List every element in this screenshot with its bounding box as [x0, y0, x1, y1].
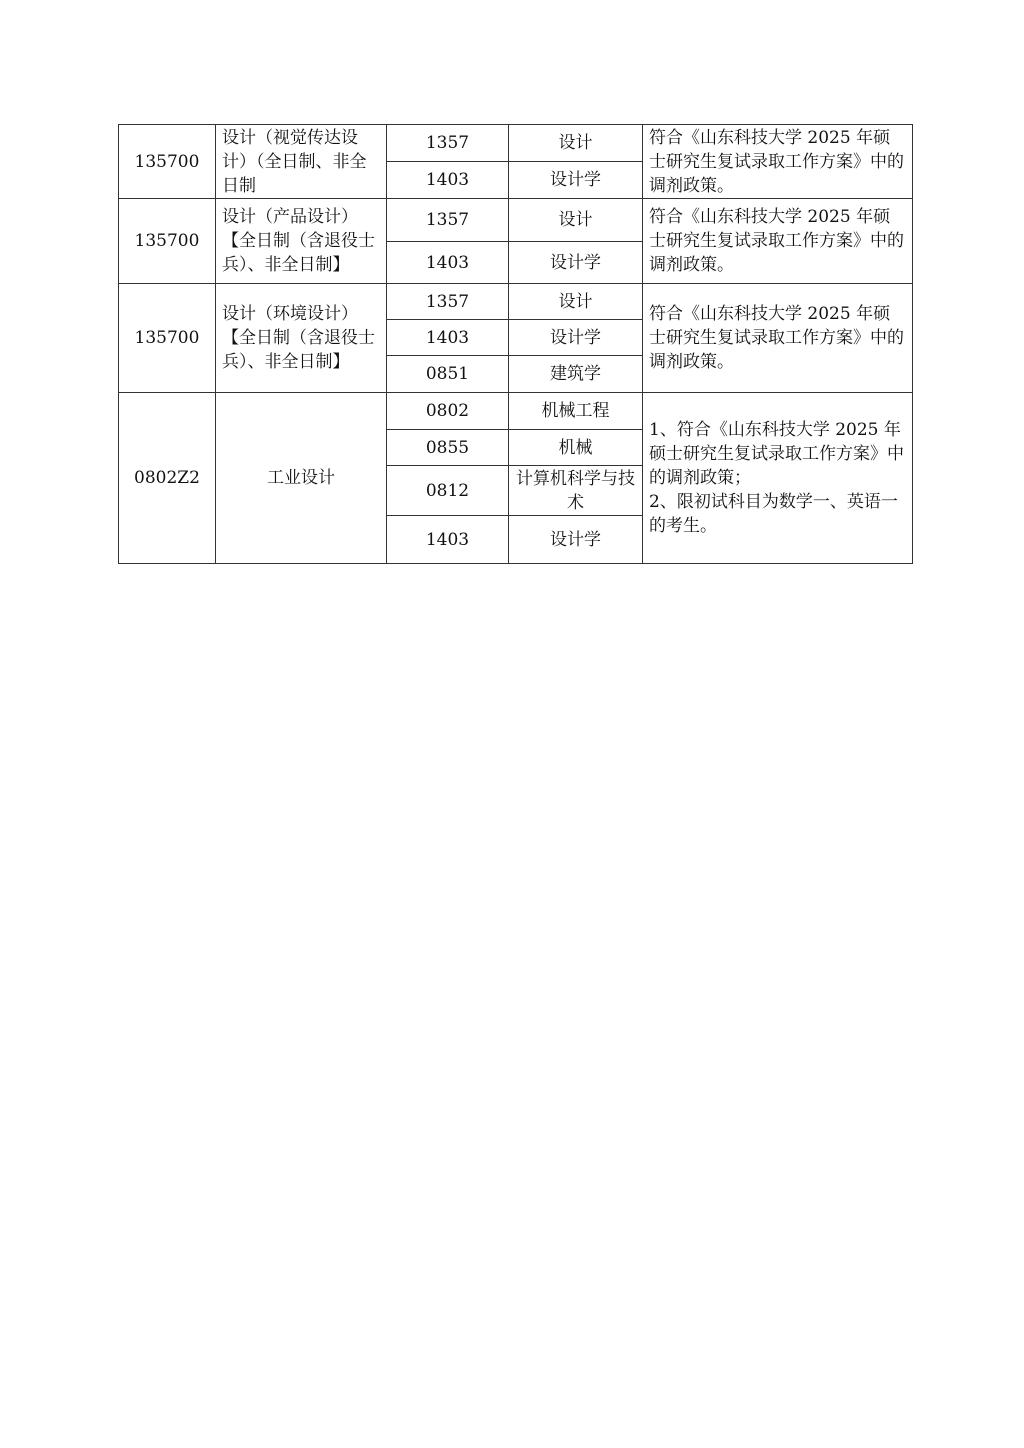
subject-name-cell: 计算机科学与技术 [509, 466, 643, 516]
subject-name-cell: 设计学 [509, 320, 643, 356]
subject-code-cell: 1403 [387, 320, 509, 356]
table-row [119, 199, 913, 242]
subject-name-cell: 建筑学 [509, 356, 643, 393]
subject-code-cell: 1403 [387, 162, 509, 199]
subject-code-cell: 0855 [387, 430, 509, 466]
subject-name-cell: 设计 [509, 199, 643, 242]
subject-name-cell: 设计 [509, 284, 643, 320]
subject-name-cell: 设计学 [509, 162, 643, 199]
subject-name-cell: 机械 [509, 430, 643, 466]
table-row [119, 284, 913, 320]
policy-note-cell: 符合《山东科技大学 2025 年硕士研究生复试录取工作方案》中的调剂政策。 [643, 125, 913, 199]
subject-name-cell: 设计 [509, 125, 643, 162]
subject-code-cell: 1357 [387, 199, 509, 242]
subject-name-cell: 机械工程 [509, 393, 643, 430]
subject-code-cell: 1403 [387, 242, 509, 284]
subject-code-cell: 1403 [387, 516, 509, 564]
major-name-cell: 设计（环境设计）【全日制（含退役士兵）、非全日制】 [216, 284, 387, 393]
subject-code-cell: 0802 [387, 393, 509, 430]
subject-code-cell: 1357 [387, 284, 509, 320]
major-code-cell: 135700 [119, 284, 216, 393]
major-name-cell: 工业设计 [216, 393, 387, 564]
subject-code-cell: 1357 [387, 125, 509, 162]
major-name-cell: 设计（产品设计）【全日制（含退役士兵）、非全日制】 [216, 199, 387, 284]
major-name-cell: 设计（视觉传达设计）（全日制、非全日制 [216, 125, 387, 199]
major-code-cell: 135700 [119, 125, 216, 199]
table-row [119, 125, 913, 162]
policy-note-cell: 符合《山东科技大学 2025 年硕士研究生复试录取工作方案》中的调剂政策。 [643, 284, 913, 393]
policy-note-cell: 1、符合《山东科技大学 2025 年硕士研究生复试录取工作方案》中的调剂政策； 2、限初试科目为数学一、英语一的考生。 [643, 393, 913, 564]
major-code-cell: 0802Z2 [119, 393, 216, 564]
major-code-cell: 135700 [119, 199, 216, 284]
subject-code-cell: 0812 [387, 466, 509, 516]
adjustment-table [118, 124, 913, 564]
subject-code-cell: 0851 [387, 356, 509, 393]
subject-name-cell: 设计学 [509, 516, 643, 564]
policy-note-cell: 符合《山东科技大学 2025 年硕士研究生复试录取工作方案》中的调剂政策。 [643, 199, 913, 284]
table-row [119, 393, 913, 430]
subject-name-cell: 设计学 [509, 242, 643, 284]
